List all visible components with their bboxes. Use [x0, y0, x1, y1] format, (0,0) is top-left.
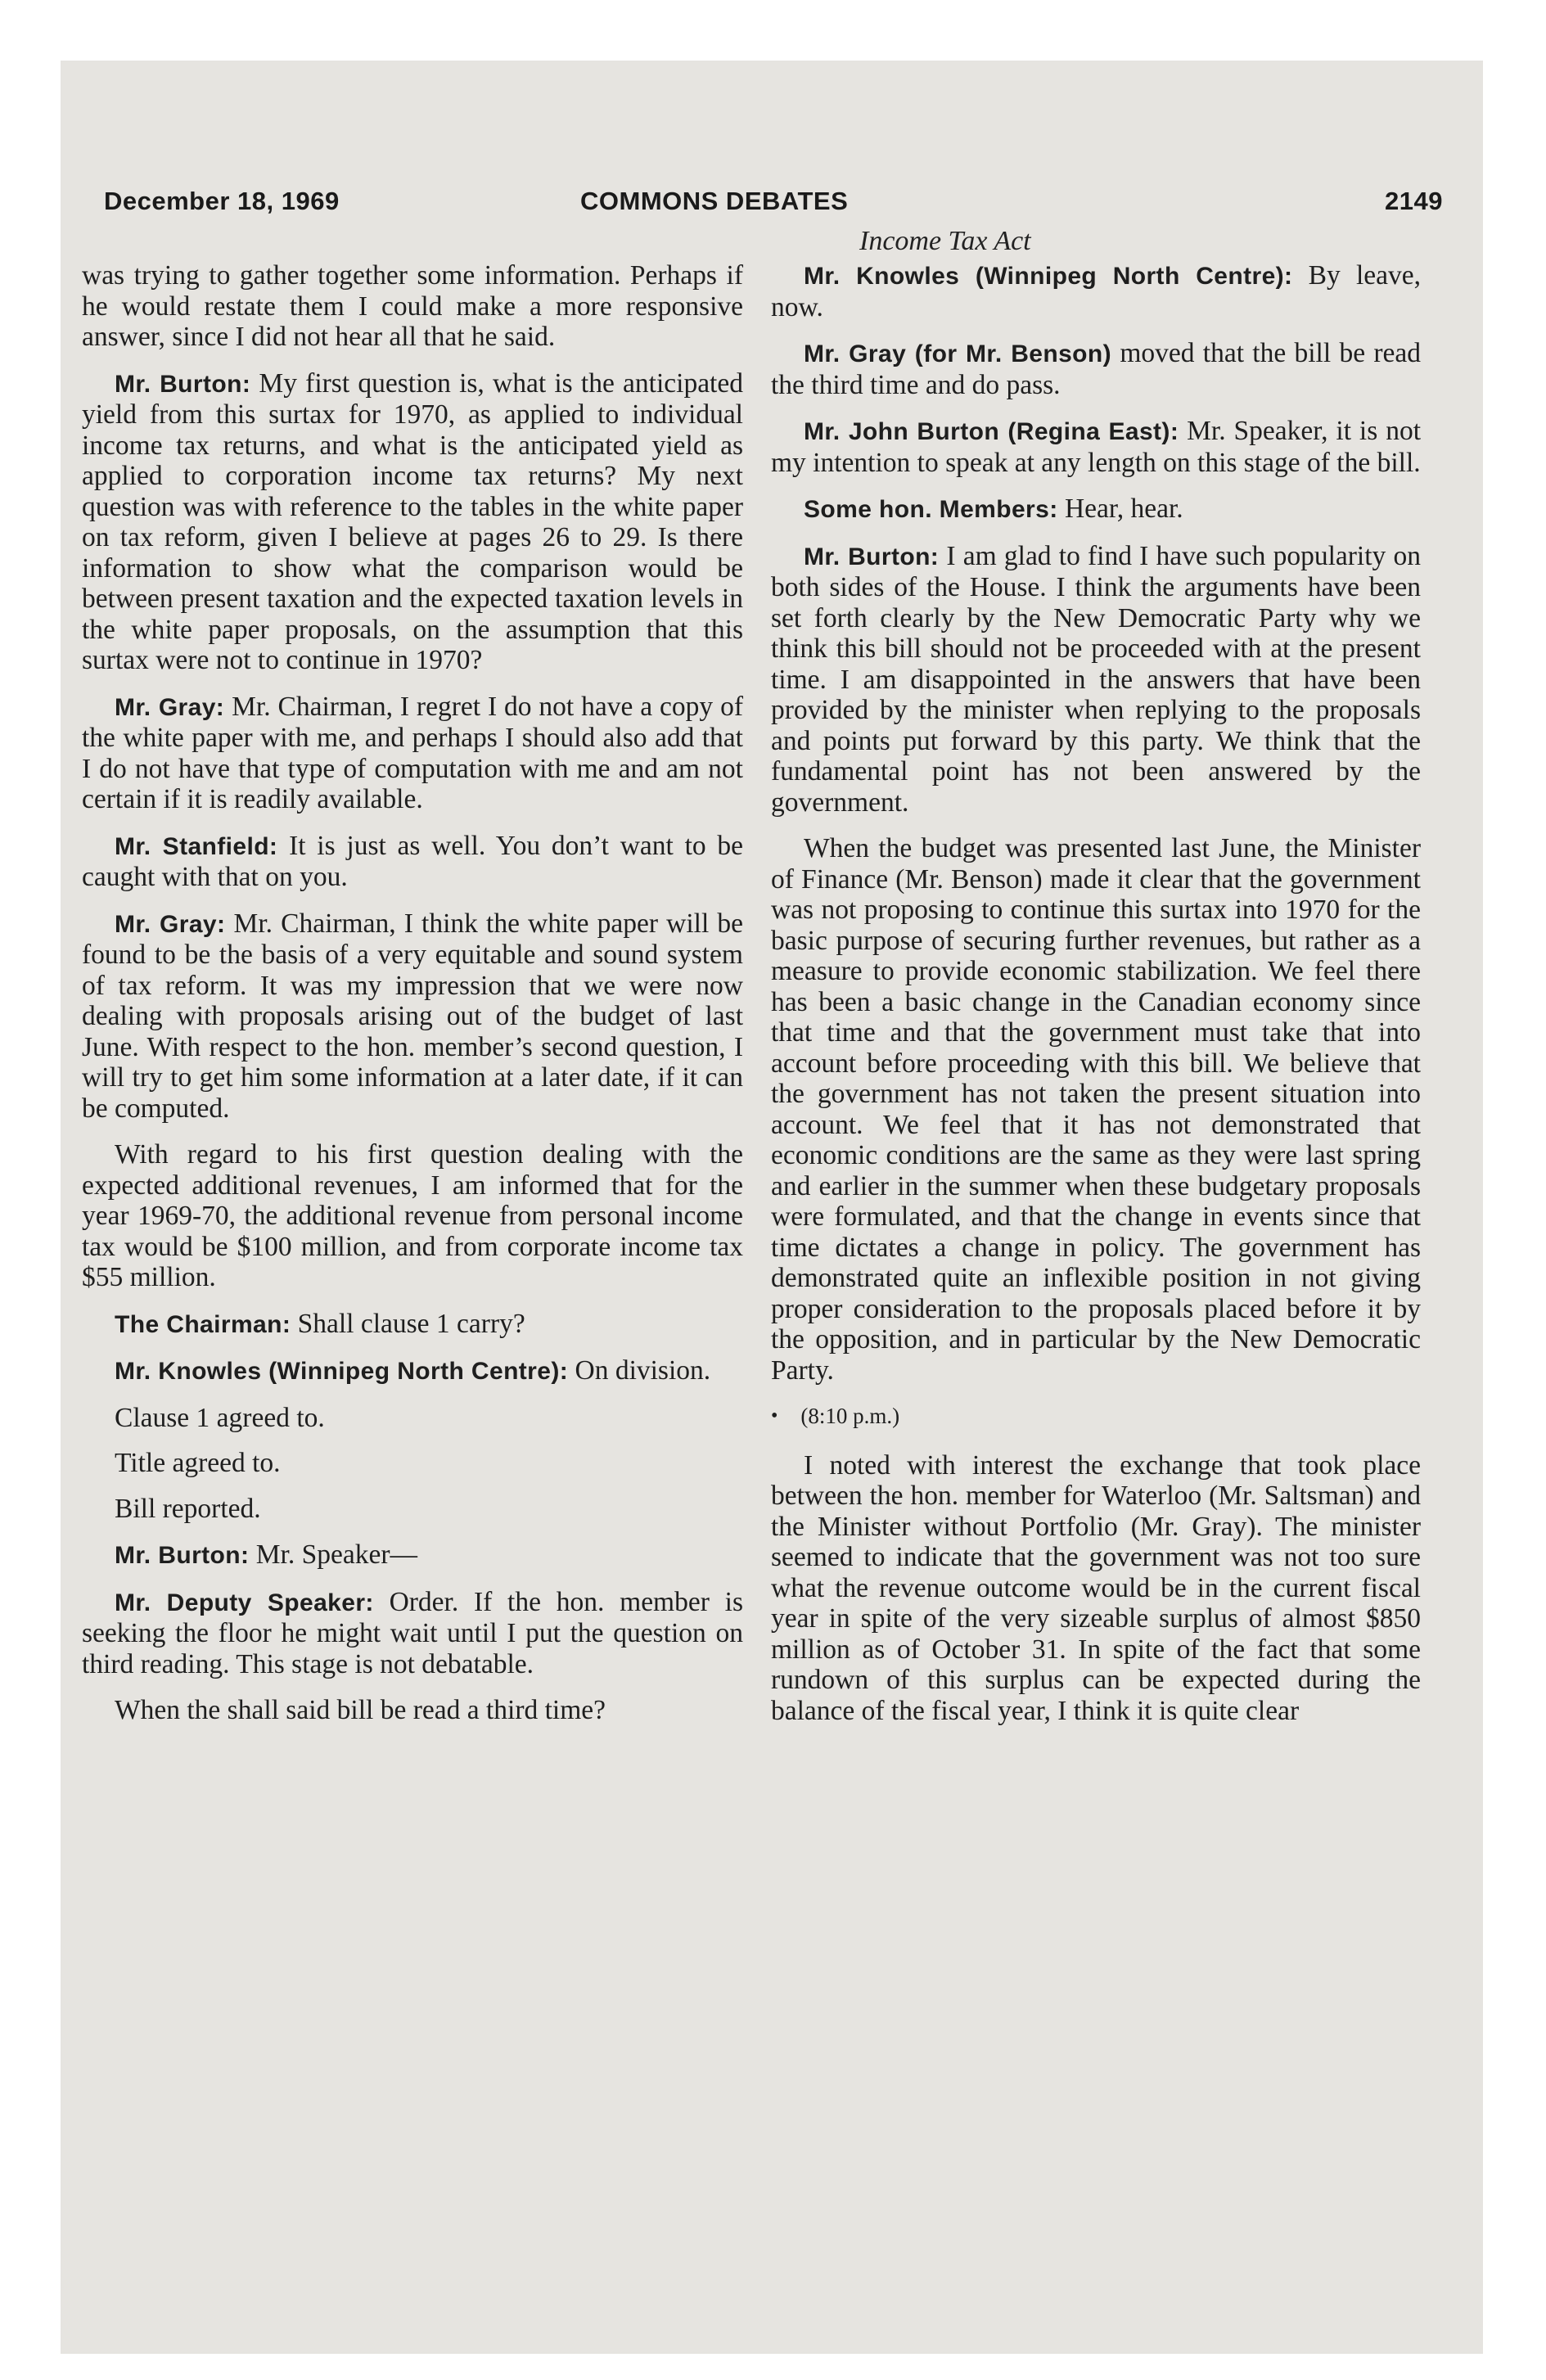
- speaker-name: Mr. John Burton (Regina East):: [804, 418, 1179, 445]
- speech-text: Order. If the hon. member is seeking the floor he might wait until I put the question on third reading. This stage is not debatable.: [82, 1586, 743, 1679]
- speaker-name: Mr. Deputy Speaker:: [115, 1589, 374, 1616]
- right-column: [771, 260, 1421, 1742]
- speech: [82, 1355, 743, 1387]
- speech: [771, 416, 1421, 478]
- speech: [771, 541, 1421, 818]
- speaker-name: The Chairman:: [115, 1310, 291, 1338]
- speech-text: moved that the bill be read the third time and do pass.: [771, 338, 1421, 400]
- header-title: COMMONS DEBATES: [580, 187, 849, 215]
- speaker-name: Mr. Stanfield:: [115, 832, 278, 860]
- time-marker-text: (8:10 p.m.): [800, 1404, 900, 1428]
- speech-text: It is just as well. You don’t want to be caught with that on you.: [82, 830, 743, 892]
- speech-text: Mr. Speaker—: [249, 1539, 418, 1570]
- speech-text: My first question is, what is the anticipated yield from this surtax for 1970, as applied to individual income tax returns, and what is the anticipated yield as applied to corporation income tax returns? My next question was with reference to the tables in the white paper on tax reform, given I believe at pages 26 to 29. Is there information to show what the comparison would be between present taxation and the expected taxation levels in the white paper proposals, on the assumption that this surtax were not to continue in 1970?: [82, 367, 743, 675]
- speaker-name: Mr. Burton:: [115, 1542, 250, 1569]
- speaker-name: Mr. Gray:: [115, 693, 225, 721]
- speech: [82, 1539, 743, 1571]
- speech-text: Mr. Speaker, it is not my intention to speak at any length on this stage of the bill.: [771, 416, 1421, 478]
- paragraph: was trying to gather together some information. Perhaps if he would restate them I could make a more responsive answer, since I did not hear all that he said.: [82, 260, 743, 352]
- speech: [82, 368, 743, 676]
- speaker-name: Mr. Burton:: [804, 543, 940, 570]
- speaker-name: Mr. Burton:: [115, 370, 251, 398]
- speech: [82, 692, 743, 815]
- speech: [82, 1587, 743, 1680]
- procedure-line: Bill reported.: [115, 1493, 261, 1524]
- speech-text: I am glad to find I have such popularity on both sides of the House. I think the arguments have been set forth clearly by the New Democratic Party why we think this bill should not be proceeded with at the present time. I am disappointed in the answers that have been provided by the minister when replying to the proposals and points put forward by this party. We think that the fundamental point has not been answered by the government.: [771, 540, 1421, 818]
- speech-text: By leave, now.: [771, 260, 1421, 322]
- speaker-name: Mr. Knowles (Winnipeg North Centre):: [115, 1358, 569, 1385]
- speech: [771, 338, 1421, 400]
- page-header: [104, 187, 1443, 236]
- procedure-line: Title agreed to.: [115, 1448, 281, 1478]
- paragraph: When the shall said bill be read a third time?: [115, 1695, 606, 1725]
- speaker-name: Mr. Gray (for Mr. Benson): [804, 340, 1112, 367]
- speech: [82, 831, 743, 893]
- speech: [82, 908, 743, 1125]
- speaker-name: Some hon. Members:: [804, 496, 1058, 523]
- speech-text: Hear, hear.: [1057, 494, 1183, 524]
- speaker-name: Mr. Knowles (Winnipeg North Centre):: [804, 263, 1293, 290]
- running-head: Income Tax Act: [859, 226, 1031, 256]
- paragraph: I noted with interest the exchange that took place between the hon. member for Waterloo (Mr. Saltsman) and the Minister without Portfolio (Mr. Gray). The minister seemed to indicate that the government was not too sure what the revenue outcome would be in the current fiscal year in spite of the very sizeable surplus of almost $850 million as of October 31. In spite of the fact that some rundown of this surplus can be expected during the balance of the fiscal year, I think it is quite clear: [771, 1449, 1421, 1726]
- speech: [771, 494, 1421, 525]
- left-column: [82, 260, 743, 1742]
- header-page-number: 2149: [1385, 187, 1443, 215]
- speech-text: Mr. Chairman, I regret I do not have a copy of the white paper with me, and perhaps I should also add that I do not have that type of computation with me and am not certain if it is readily available.: [82, 691, 743, 814]
- procedure-line: Clause 1 agreed to.: [115, 1402, 325, 1433]
- speech-text: On division.: [568, 1355, 711, 1386]
- time-marker: [771, 1401, 1421, 1432]
- speech-text: Mr. Chairman, I think the white paper will be found to be the basis of a very equitable and sound system of tax reform. It was my impression that we were now dealing with proposals arising out of the budget of last June. With respect to the hon. member’s second question, I will try to get him some information at a later date, if it can be computed.: [82, 908, 743, 1124]
- speech: [82, 1309, 743, 1341]
- bullet-icon: •: [771, 1405, 778, 1427]
- paragraph: When the budget was presented last June, the Minister of Finance (Mr. Benson) made it clear that the government was not proposing to continue this surtax into 1970 for the basic purpose of securing further revenues, but rather as a measure to provide economic stabilization. We feel there has been a basic change in the Canadian economy since that time and that the government must take that into account before proceeding with this bill. We believe that the government has not taken the present situation into account. We feel that it has not demonstrated that economic conditions are the same as they were last spring and earlier in the summer when these budgetary proposals were formulated, and that the change in events since that time dictates a change in policy. The government has demonstrated quite an inflexible position in not giving proper consideration to the proposals placed before it by the opposition, and in particular by the New Democratic Party.: [771, 833, 1421, 1386]
- speech: [771, 260, 1421, 322]
- speech-text: Shall clause 1 carry?: [291, 1308, 525, 1339]
- header-date: December 18, 1969: [104, 187, 340, 215]
- paragraph: With regard to his first question dealing with the expected additional revenues, I am informed that for the year 1969-70, the additional revenue from personal income tax would be $100 million, and from corporate income tax $55 million.: [82, 1139, 743, 1292]
- speaker-name: Mr. Gray:: [115, 910, 226, 938]
